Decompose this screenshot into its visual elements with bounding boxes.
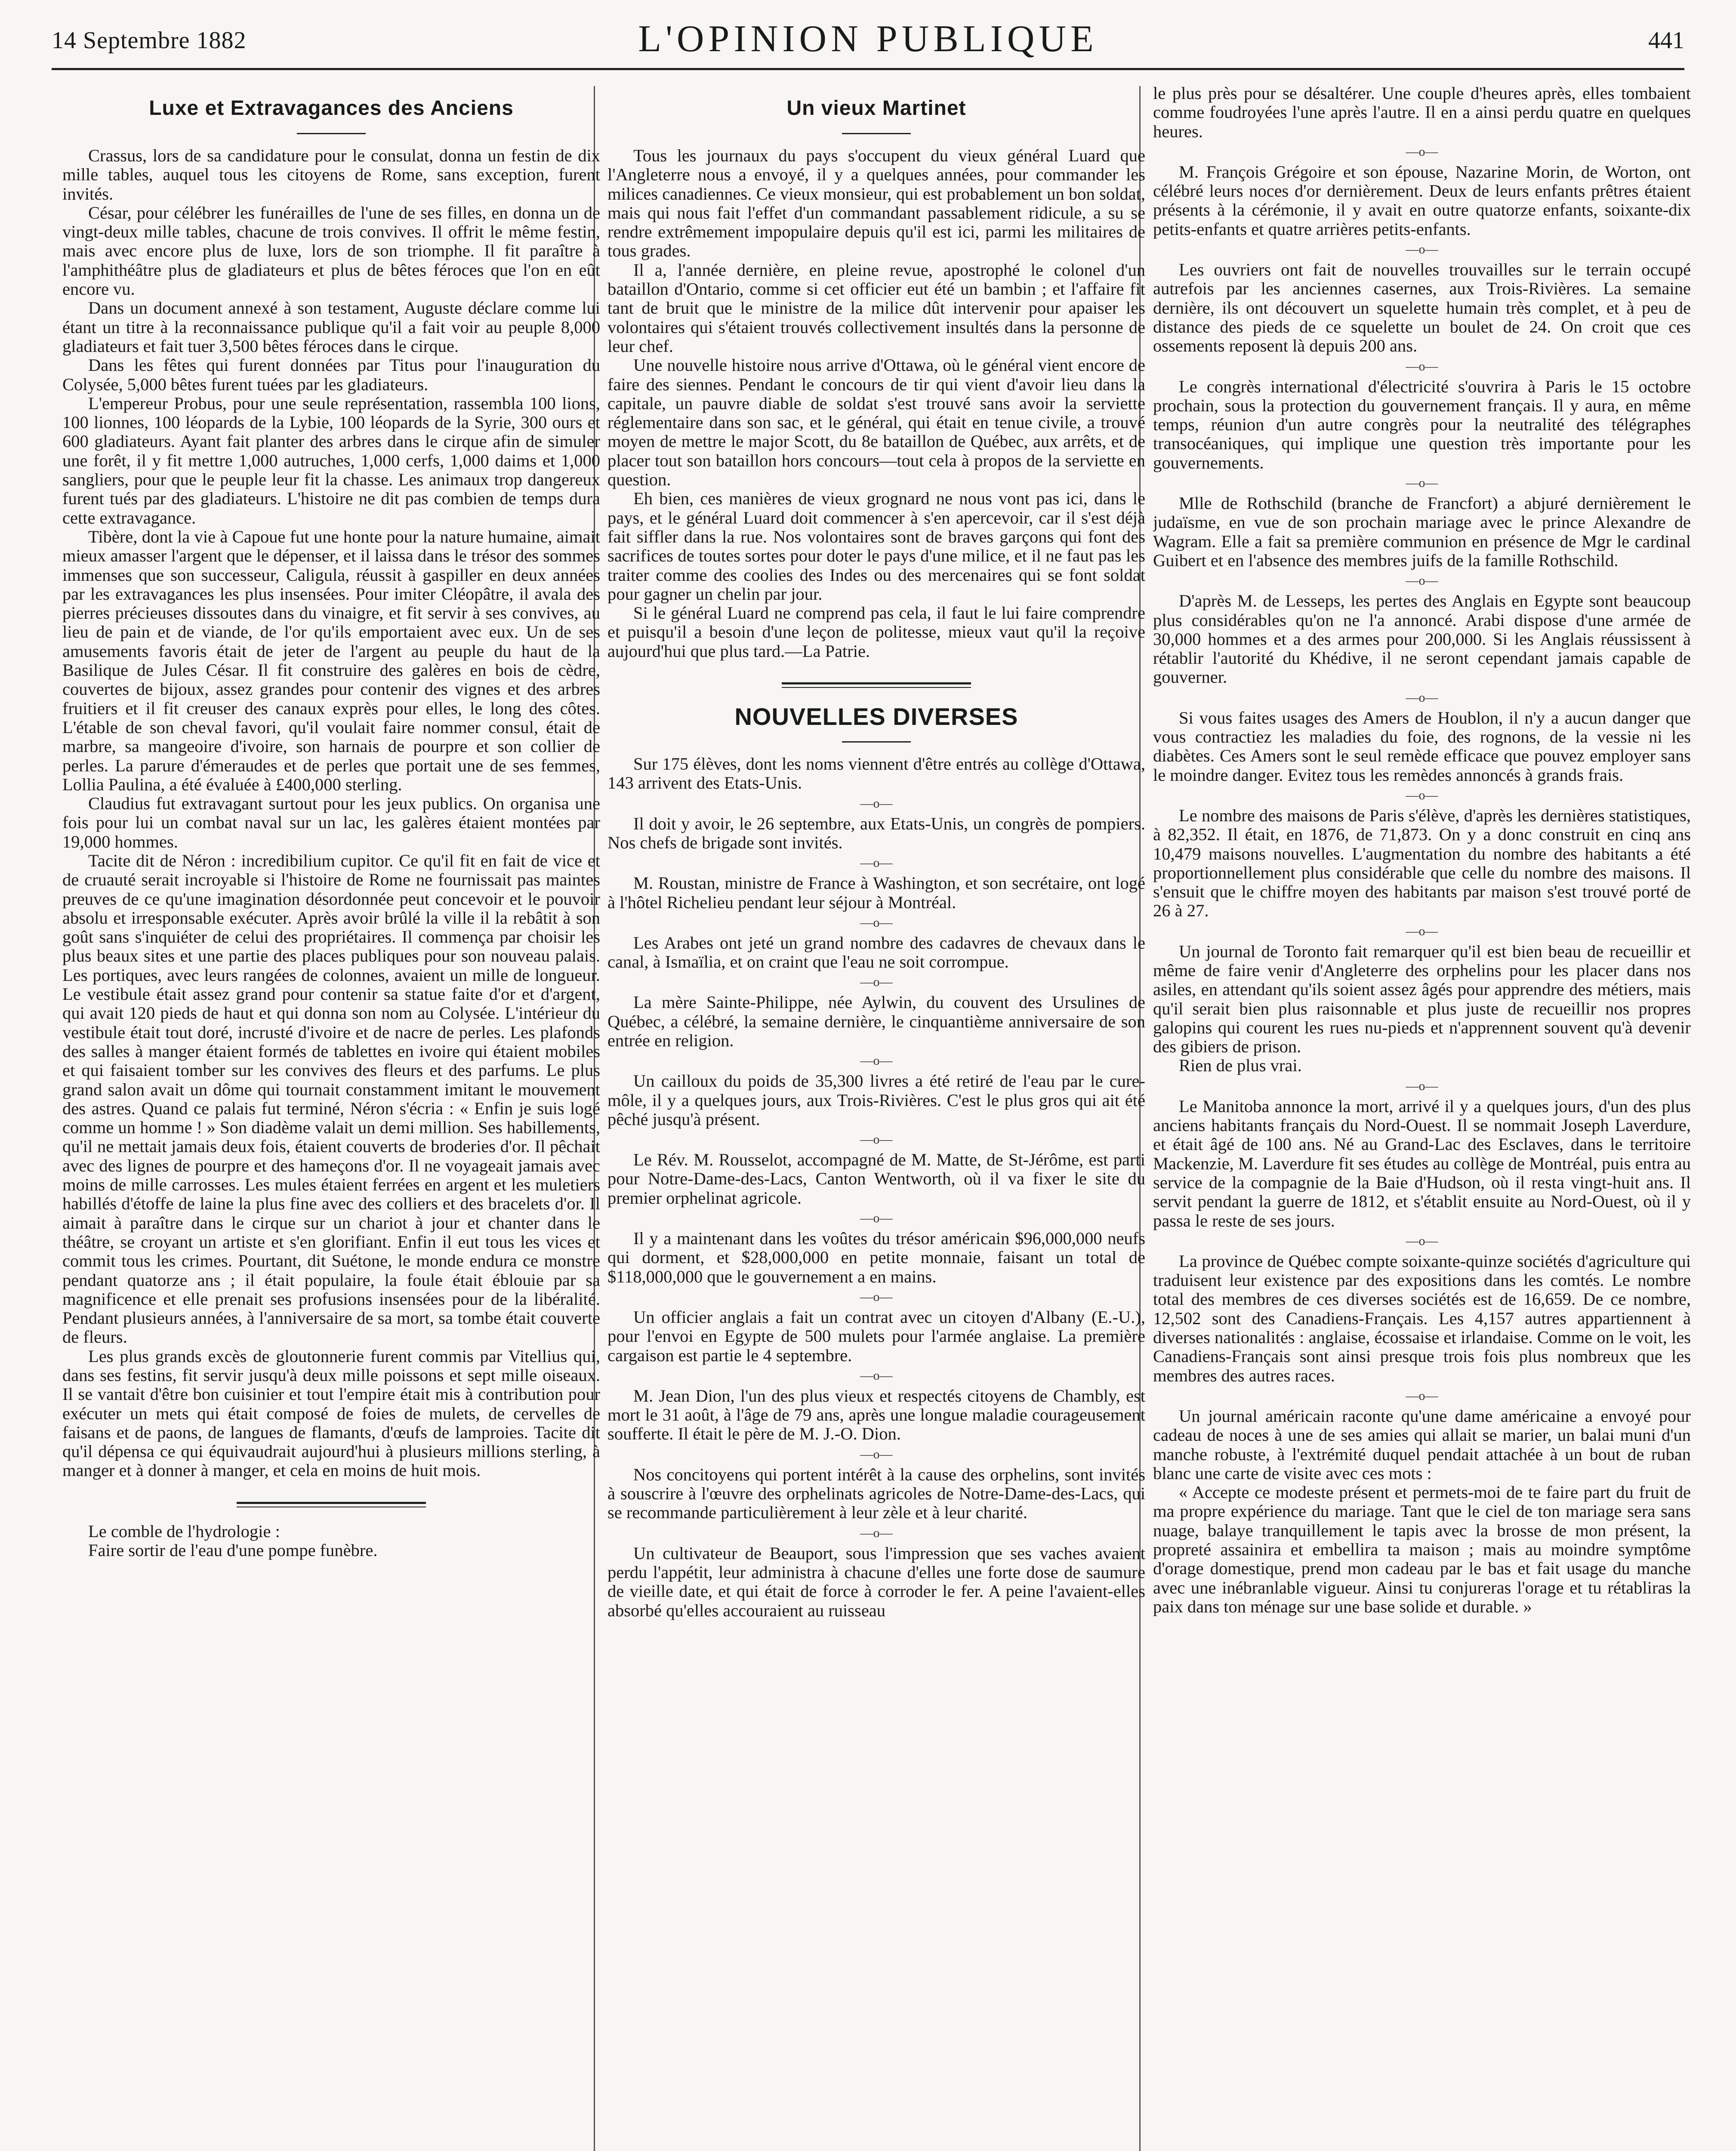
issue-date: 14 Septembre 1882 <box>52 27 247 54</box>
news-item: Un journal de Toronto fait remarquer qu'il est bien beau de recueillir et même de faire venir d'Angleterre des orphelins pour les placer dans nos asiles, en attendant qu'ils soient assez âgés pour apprendre des métiers, mais qu'il serait bien plus raisonnable et plus juste de recueillir nos propres galopins qui courent les rues nu-pieds et n'apprennent souvent qu'à devenir des gibiers de prison. <box>1153 941 1691 1057</box>
news-item: Le Rév. M. Rousselot, accompagné de M. Matte, de St-Jérôme, est parti pour Notre-Dame-des-Lacs, Canton Wentworth, où il va fixer le site du premier orphelinat agricole. <box>607 1150 1145 1208</box>
item-separator: —o— <box>1406 242 1438 257</box>
item-separator: —o— <box>860 1447 893 1461</box>
item-separator: —o— <box>1406 690 1438 705</box>
news-item: Les ouvriers ont fait de nouvelles trouvailles sur le terrain occupé autrefois par les anciennes casernes, aux Trois-Rivières. La semaine dernière, ils ont découvert un squelette humain très complet, et à peu de distance des pieds de ce squelette un boulet de 24. On croit que ces ossements reposent là depuis 200 ans. <box>1153 260 1691 356</box>
item-separator: —o— <box>1406 359 1438 373</box>
news-item: M. François Grégoire et son épouse, Nazarine Morin, de Worton, ont célébré leurs noces d'or dernièrement. Deux de leurs enfants prêtres étaient présents à la cérémonie, il y avait en outre quatorze enfants, soixante-dix petits-enfants et quatre arrières petits-enfants. <box>1153 162 1691 239</box>
item-separator: —o— <box>1406 144 1438 159</box>
news-item: Un cultivateur de Beauport, sous l'impression que ses vaches avaient perdu l'appétit, leur administra à chacune d'elles une forte dose de saumure de vieille date, et qui était de force à corroder le fer. A peine l'avaient-elles absorbé qu'elles accouraient au ruisseau <box>607 1543 1145 1620</box>
article-paragraph: Tous les journaux du pays s'occupent du vieux général Luard que l'Angleterre nous a envoyé, il y a quelques années, pour commander les milices canadiennes. Ce vieux monsieur, qui est probablement un bon soldat, mais qui nous fait l'effet d'un commandant passablement ridicule, a su se rendre extrêmement impopulaire depuis qu'il est ici, parmi les militaires de tous grades. <box>607 146 1145 261</box>
article-title: Luxe et Extravagances des Anciens <box>149 97 514 120</box>
article-paragraph: Les plus grands excès de gloutonnerie furent commis par Vitellius qui, dans ses festins, fit servir jusqu'à deux mille poissons et sept mille oiseaux. Il se vantait d'être bon cuisinier et tout l'empire était mis à contribution pour exécuter un mets qui était composé de foies de mulets, de cervelles de faisans et de paons, de langues de flamants, d'œufs de lamproies. Tacite dit qu'il dépensa ce qui équivaudrait aujourd'hui à plusieurs millions sterling, à manger et à donner à manger, et cela en moins de huit mois. <box>62 1346 600 1480</box>
news-item: Si vous faites usages des Amers de Houblon, il n'y a aucun danger que vous contractiez les maladies du foie, des rognons, de la vessie ni les diabètes. Ces Amers sont le seul remède efficace que pouvez employer sans le moindre danger. Evitez tous les remèdes annoncés à grands frais. <box>1153 708 1691 785</box>
item-separator: —o— <box>1406 1233 1438 1248</box>
item-separator: —o— <box>860 1368 893 1383</box>
news-item: Le congrès international d'électricité s'ouvrira à Paris le 15 octobre prochain, sous la protection du gouvernement français. Il y aura, en même temps, réunion d'un autre congrès pour la neutralité des télégraphes transocéaniques, qui implique une question très importante pour les gouvernements. <box>1153 376 1691 472</box>
item-separator: —o— <box>860 975 893 989</box>
item-separator: —o— <box>1406 476 1438 490</box>
page-number: 441 <box>1648 27 1684 54</box>
item-separator: —o— <box>1406 788 1438 802</box>
section-title: NOUVELLES DIVERSES <box>734 703 1018 730</box>
news-item: Les Arabes ont jeté un grand nombre des cadavres de chevaux dans le canal, à Ismaïlia, et on craint que l'eau ne soit corrompue. <box>607 933 1145 972</box>
news-item: Mlle de Rothschild (branche de Francfort) a abjuré dernièrement le judaïsme, en vue de son prochain mariage avec le prince Alexandre de Wagram. Elle a fait sa première communion en présence de Mgr le cardinal Guibert et en l'absence des membres juifs de la famille Rothschild. <box>1153 493 1691 570</box>
article-title: Un vieux Martinet <box>786 97 966 120</box>
news-item: La mère Sainte-Philippe, née Aylwin, du couvent des Ursulines de Québec, a célébré, la semaine dernière, le cinquantième anniversaire de son entrée en religion. <box>607 992 1145 1050</box>
news-item: Un cailloux du poids de 35,300 livres a été retiré de l'eau par le cure-môle, il y a quelques jours, aux Trois-Rivières. C'est le plus gros qui ait été pêché jusqu'à présent. <box>607 1071 1145 1129</box>
news-item: M. Roustan, ministre de France à Washington, et son secrétaire, ont logé à l'hôtel Richelieu pendant leur séjour à Montréal. <box>607 873 1145 912</box>
item-separator: —o— <box>860 1132 893 1147</box>
item-separator: —o— <box>860 1054 893 1068</box>
item-separator: —o— <box>1406 1388 1438 1403</box>
news-item: « Accepte ce modeste présent et permets-moi de te faire part du fruit de ma propre expérience du mariage. Tant que le ciel de ton mariage sera sans nuage, balaye tranquillement le tapis avec la brosse de mon présent, la propreté assainira et embellira ta maison ; mais au moindre symptôme d'orage domestique, prend mon cadeau par le bas et fait usage du manche avec une inébranlable vigueur. Ainsi tu conjureras l'orage et tu rétabliras la paix dans ton ménage sur une base solide et durable. » <box>1153 1482 1691 1616</box>
item-separator: —o— <box>1406 573 1438 588</box>
column-3 <box>1153 84 1691 2151</box>
item-separator: —o— <box>1406 924 1438 938</box>
item-separator: —o— <box>860 856 893 870</box>
article-paragraph: Dans les fêtes qui furent données par Titus pour l'inauguration du Colysée, 5,000 bêtes furent tuées par les gladiateurs. <box>62 355 600 394</box>
article-paragraph: César, pour célébrer les funérailles de l'une de ses filles, en donna un de vingt-deux mille tables, chacune de trois convives. Il offrit le même festin, mais avec encore plus de luxe, lors de son triomphe. Il fit paraître à l'amphithéâtre plus de gladiateurs et plus de bêtes féroces que l'on en eût encore vu. <box>62 203 600 299</box>
news-item: M. Jean Dion, l'un des plus vieux et respectés citoyens de Chambly, est mort le 31 août, à l'âge de 79 ans, après une longue maladie courageusement soufferte. Il était le père de M. J.-O. Dion. <box>607 1386 1145 1444</box>
news-item: D'après M. de Lesseps, les pertes des Anglais en Egypte sont beaucoup plus considérables qu'on ne l'a annoncé. Arabi dispose d'une armée de 30,000 hommes et a des armes pour 200,000. Si les Anglais réussissent à rétablir l'autorité du Khédive, il ne seront cependant jamais capable de gouverner. <box>1153 591 1691 687</box>
newspaper-title: L'OPINION PUBLIQUE <box>638 18 1098 60</box>
article-paragraph: Il a, l'année dernière, en pleine revue, apostrophé le colonel d'un bataillon d'Ontario, comme si cet officier eut été un bambin ; et l'affaire fit tant de bruit que le ministre de la milice dût intervenir pour apaiser les volontaires qui s'étaient trouvés collectivement insultés dans la personne de leur chef. <box>607 260 1145 356</box>
news-item: Le nombre des maisons de Paris s'élève, d'après les dernières statistiques, à 82,352. Il était, en 1876, de 71,873. On y a donc construit en cinq ans 10,479 maisons nouvelles. L'augmentation du nombre des habitants a été proportionnellement plus considérable que celle du nombre des maisons. Il s'ensuit que le chiffre moyen des habitants par maison s'est trouvé porté de 26 à 27. <box>1153 805 1691 921</box>
column-2 <box>607 84 1145 2151</box>
item-separator: —o— <box>860 1289 893 1304</box>
article-paragraph: Une nouvelle histoire nous arrive d'Ottawa, où le général vient encore de faire des siennes. Pendant le concours de tir qui vient d'avoir lieu dans la capitale, un pauvre diable de soldat s'est trouvé sans avoir la serviette réglementaire dans son sac, et le général, qui était en tenue civile, a trouvé moyen de mettre le major Scott, du 8e bataillon de Québec, aux arrêts, et de placer tout son bataillon hors concours—tout cela à propos de la serviette en question. <box>607 355 1145 490</box>
article-paragraph: Claudius fut extravagant surtout pour les jeux publics. On organisa une fois pour lui un combat naval sur un lac, les galères étaient montées par 19,000 hommes. <box>62 794 600 851</box>
item-separator: —o— <box>860 1525 893 1540</box>
title-rule <box>842 133 911 134</box>
masthead-rule <box>52 68 1684 70</box>
masthead <box>52 17 1684 69</box>
article-paragraph: Tacite dit de Néron : incredibilium cupitor. Ce qu'il fit en fait de vice et de cruauté serait incroyable si l'histoire de Rome ne fournissait pas maintes preuves de ce qu'une imagination désordonnée peut concevoir et le pouvoir absolu et irresponsable exécuter. Après avoir brûlé la ville il la rebâtit à son goût sans s'inquiéter de celui des propriétaires. Il commença par choisir les plus beaux sites et une partie des places publiques pour son nouveau palais. Les portiques, avec leurs rangées de colonnes, avaient un mille de longueur. Le vestibule était assez grand pour contenir sa statue faite d'or et d'argent, qui avait 120 pieds de haut et qui donna son nom au Colysée. L'intérieur du vestibule était tout doré, incrusté d'ivoire et de nacre de perles. Les plafonds des salles à manger étaient formés de tablettes en ivoire qui étaient mobiles et qui faisaient tomber sur les convives des fleurs et des parfums. Le plus grand salon avait un dôme qui tournait constamment imitant le mouvement des astres. Quand ce palais fut terminé, Néron s'écria : « Enfin je suis logé comme un homme ! » Son diadème valait un demi million. Ses habillements, qu'il ne mettait jamais deux fois, étaient couverts de broderies d'or. Il pêchait avec des lignes de pourpre et des hameçons d'or. Il ne voyageait jamais avec moins de mille carrosses. Les mules étaient ferrées en argent et les muletiers habillés d'étoffe de laine la plus fine avec des colliers et des bracelets d'or. Il aimait à paraître dans le cirque sur un chariot à jour et chanter dans le théâtre, se croyant un artiste et s'en glorifiant. Enfin il eut tous les vices et commit tous les crimes. Pourtant, dit Suétone, le monde endura ce monstre pendant quatorze ans ; il était populaire, la foule était éblouie par sa magnificence et elle prenait ses profusions insensées pour de la libéralité. Pendant plusieurs années, à l'anniversaire de sa mort, sa tombe était couverte de fleurs. <box>62 851 600 1347</box>
footer-line: Faire sortir de l'eau d'une pompe funèbre. <box>88 1541 378 1560</box>
title-rule <box>842 741 911 743</box>
item-separator: —o— <box>860 915 893 930</box>
news-item: Le Manitoba annonce la mort, arrivé il y a quelques jours, d'un des plus anciens habitants français du Nord-Ouest. Il se nommait Joseph Laverdure, et était âgé de 100 ans. Né au Grand-Lac des Esclaves, dans le territoire Mackenzie, M. Laverdure fit ses études au collège de Montréal, puis entra au service de la compagnie de la Baie d'Hudson, où il resta vingt-huit ans. Il servit pendant la guerre de 1812, et s'établit ensuite au Nord-Ouest, où il y passa le reste de ses jours. <box>1153 1096 1691 1230</box>
news-item: Un journal américain raconte qu'une dame américaine a envoyé pour cadeau de noces à une de ses amies qui allait se marier, un balai muni d'un manche robuste, à l'extrémité duquel pendait attachée à un bout de ruban blanc une carte de visite avec ces mots : <box>1153 1406 1691 1483</box>
news-item: le plus près pour se désaltérer. Une couple d'heures après, elles tombaient comme foudroyées l'une après l'autre. Il en a ainsi perdu quatre en quelques heures. <box>1153 84 1691 141</box>
item-separator: —o— <box>860 796 893 810</box>
article-paragraph: Si le général Luard ne comprend pas cela, il faut le lui faire comprendre et puisqu'il a besoin d'une leçon de politesse, mieux vaut qu'il la reçoive aujourd'hui que plus tard.—La Patrie. <box>607 603 1145 661</box>
news-item: Il doit y avoir, le 26 septembre, aux Etats-Unis, un congrès de pompiers. Nos chefs de brigade sont invités. <box>607 814 1145 852</box>
news-item: Rien de plus vrai. <box>1179 1056 1302 1076</box>
item-separator: —o— <box>860 1211 893 1226</box>
item-separator: —o— <box>1406 1079 1438 1093</box>
news-item: Nos concitoyens qui portent intérêt à la cause des orphelins, sont invités à souscrire à l'œuvre des orphelinats agricoles de Notre-Dame-des-Lacs, qui se recommande particulièrement à leur zèle et à leur charité. <box>607 1464 1145 1522</box>
news-item: Sur 175 élèves, dont les noms viennent d'être entrés au collège d'Ottawa, 143 arrivent des Etats-Unis. <box>607 754 1145 793</box>
footer-line: Le comble de l'hydrologie : <box>88 1521 280 1541</box>
section-divider <box>237 1502 426 1507</box>
section-divider <box>782 682 971 688</box>
article-paragraph: Tibère, dont la vie à Capoue fut une honte pour la nature humaine, aimait mieux amasser l'argent que le dépenser, et il laissa dans le trésor des sommes immenses que son successeur, Caligula, réussit à gaspiller en deux années par les extravagances les plus insensées. Pour imiter Cléopâtre, il avala des pierres précieuses dissoutes dans du vinaigre, et fit servir à ses convives, au lieu de pain et de viande, de l'or qu'ils emportaient avec eux. Un de ses amusements favoris était de jeter de l'argent au peuple du haut de la Basilique de Jules César. Il fit construire des galères en bois de cèdre, couvertes de bijoux, assez grandes pour contenir des vignes et des arbres fruitiers et il fit creuser des canaux exprès pour elles, le long des côtes. L'étable de son cheval favori, qu'il voulait faire nommer consul, était de marbre, sa mangeoire d'ivoire, son harnais de pourpre et son collier de perles. La parure d'émeraudes et de perles que portait une de ses femmes, Lollia Paulina, a été évaluée à £400,000 sterling. <box>62 527 600 794</box>
news-item: Un officier anglais a fait un contrat avec un citoyen d'Albany (E.-U.), pour l'envoi en Egypte de 500 mulets pour l'armée anglaise. La première cargaison est partie le 4 septembre. <box>607 1307 1145 1365</box>
column-1 <box>62 84 600 2151</box>
news-item: Il y a maintenant dans les voûtes du trésor américain $96,000,000 neufs qui dorment, et $28,000,000 en petite monnaie, faisant un total de $118,000,000 que le gouvernement a en mains. <box>607 1229 1145 1286</box>
article-paragraph: Eh bien, ces manières de vieux grognard ne nous vont pas ici, dans le pays, et le général Luard doit commencer à s'en apercevoir, car il s'est déjà fait siffler dans la rue. Nos volontaires sont de braves garçons qui font des sacrifices de toutes sortes pour doter le pays d'une milice, et il ne faut pas les traiter comme des coolies des Indes ou des mercenaires qui se font soldat pour gagner un chelin par jour. <box>607 489 1145 604</box>
news-item: La province de Québec compte soixante-quinze sociétés d'agriculture qui traduisent leur existence par des expositions dans les comtés. Le nombre total des membres de ces diverses sociétés est de 16,659. De ce nombre, 12,502 sont des Canadiens-Français. Les 4,157 autres appartiennent à diverses nationalités : anglaise, écossaise et irlandaise. Comme on le voit, les Canadiens-Français sont ainsi presque trois fois plus nombreux que les membres des autres races. <box>1153 1251 1691 1385</box>
article-paragraph: L'empereur Probus, pour une seule représentation, rassembla 100 lions, 100 lionnes, 100 léopards de la Lybie, 100 léopards de la Syrie, 300 ours et 600 gladiateurs. Ayant fait planter des arbres dans le cirque afin de simuler une forêt, il y fit mettre 1,000 autruches, 1,000 cerfs, 1,000 daims et 1,000 sangliers, pour que le peuple leur fit la chasse. Les animaux trop dangereux furent tués par des gladiateurs. L'histoire ne dit pas combien de temps dura cette extravagance. <box>62 393 600 527</box>
title-rule <box>297 133 366 134</box>
article-paragraph: Dans un document annexé à son testament, Auguste déclare comme lui étant un titre à la reconnaissance publique qu'il a fait voir au peuple 8,000 gladiateurs et fait tuer 3,500 bêtes féroces dans le cirque. <box>62 298 600 356</box>
article-paragraph: Crassus, lors de sa candidature pour le consulat, donna un festin de dix mille tables, auquel tous les citoyens de Rome, sans exception, furent invités. <box>62 146 600 203</box>
